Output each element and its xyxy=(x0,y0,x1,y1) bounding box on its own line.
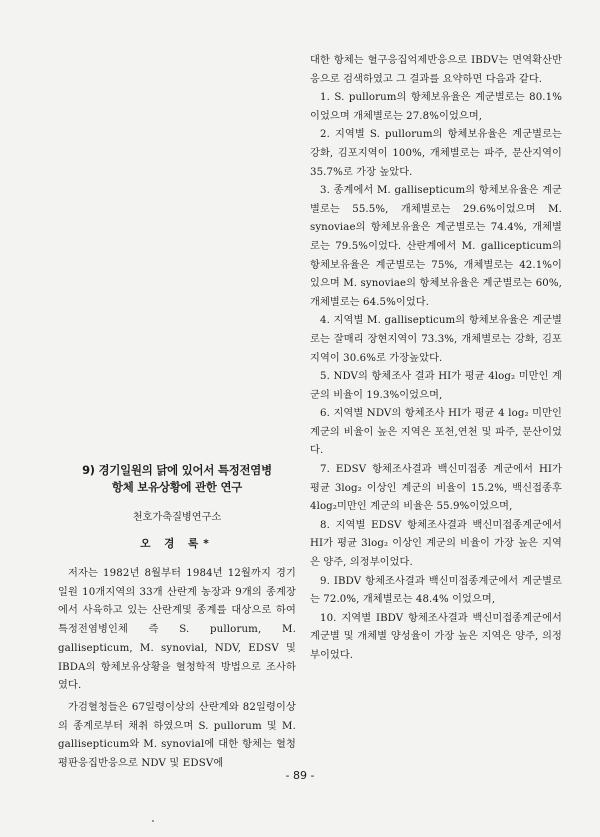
left-column xyxy=(58,462,296,774)
result-item-10: 10. 지역별 IBDV 항체조사결과 백신미접종계군에서 계군별 및 개체별 양성율이 가장 높은 지역은 양주, 의정부이었다. xyxy=(310,612,562,661)
results-intro: 대한 항체는 혈구응집억제반응으로 IBDV는 면역확산반응으로 검색하였고 그 결과를 요약하면 다음과 같다. xyxy=(310,55,562,85)
article-title-line1: 9) 경기일원의 닭에 있어서 특정전염병 xyxy=(82,463,272,477)
article-title-line2: 항체 보유상황에 관한 연구 xyxy=(111,480,243,494)
abstract-paragraph-1: 저자는 1982년 8월부터 1984년 12월까지 경기일원 10개지역의 33개 산란계 농장과 9개의 종계장에서 사육하고 있는 산란계및 종계를 대상으로 하여 특정전염병인체 즉 S. pullorum, M. gallisepticum, M. synovial, NDV, EDSV 및 IBDA의 항체보유상황을 혈청학적 방법으로 조사하였다. xyxy=(58,568,296,692)
result-item-9: 9. IBDV 항체조사결과 백신미접종계군에서 계군별로는 72.0%, 개체별로는 48.4% 이었으며, xyxy=(310,575,562,606)
page-number: - 89 - xyxy=(285,769,315,782)
abstract-paragraph-2: 가검혈청들은 67일령이상의 산란계와 82일령이상의 종계로부터 채취 하였으며 S. pullorum 및 M. gallisepticum와 M. synovial에 대한 항체는 혈청평판응집반응으로 NDV 및 EDSV에 xyxy=(58,701,296,770)
result-item-5: 5. NDV의 항체조사 결과 HI가 평균 4log₂ 미만인 계군의 비율이 19.3%이었으며, xyxy=(310,371,562,401)
result-item-7: 7. EDSV 항체조사결과 백신미접종 계군에서 HI가 평균 3log₂ 이상인 계군의 비율이 15.2%, 백신접종후 4log₂미만인 계군의 비율은 55.9%이었으며, xyxy=(310,464,562,513)
right-column xyxy=(310,52,562,666)
result-item-1: 1. S. pullorum의 항체보유율은 계군별로는 80.1%이었으며 개체별로는 27.8%이었으며, xyxy=(310,92,562,122)
author-name: 오 경 록* xyxy=(140,538,214,550)
result-item-6: 6. 지역별 NDV의 항체조사 HI가 평균 4 log₂ 미만인 계군의 비율이 높은 지역은 포천,연천 및 파주, 문산이었다. xyxy=(310,408,562,457)
result-item-4: 4. 지역별 M. gallisepticum의 항체보유율은 계군별로는 잘매리 장현지역이 73.3%, 개체별로는 강화, 김포지역이 30.6%로 가장높았다. xyxy=(310,315,562,364)
result-item-2: 2. 지역별 S. pullorum의 항체보유율은 계군별로는 강화, 김포지역이 100%, 개체별로는 파주, 문산지역이 35.7%로 가장 높았다. xyxy=(310,129,562,178)
result-item-3: 3. 종계에서 M. gallisepticum의 항체보유율은 계군별로는 55.5%, 개체별로는 29.6%이었으며 M. synoviae의 항체보유율은 계군별로는 74.4%, 개체별로는 79.5%이었다. 산란계에서 M. gallicepticum의 항체보유율은 계군별로는 75%, 개체별로는 42.1%이 있으며 M. synoviae의 항체보유율은 계군별로는 60%, 개체별로는 64.5%이었다. xyxy=(310,185,562,308)
author-affiliation: 천호가축질병연구소 xyxy=(132,512,222,523)
result-item-8: 8. 지역별 EDSV 항체조사결과 백신미접종계군에서 HI가 평균 3log₂ 이상인 계군의 비율이 가장 높은 지역은 양주, 의정부이었다. xyxy=(310,519,562,569)
scan-speck xyxy=(152,820,154,822)
